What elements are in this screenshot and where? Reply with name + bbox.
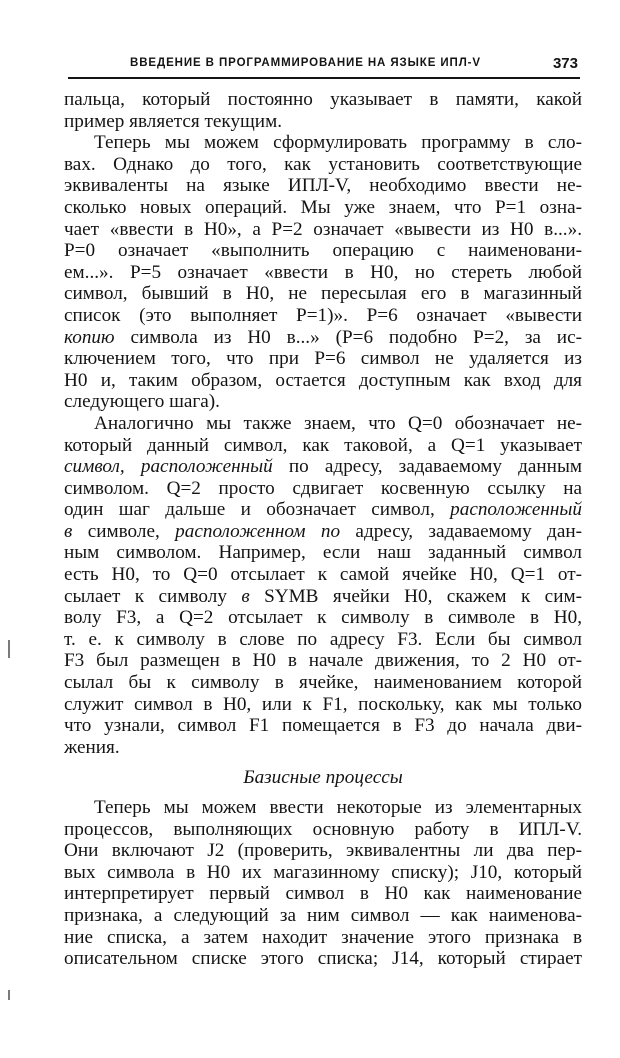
text-line: волу F3, а Q=2 отсылает к символу в символе в H0, xyxy=(64,607,582,629)
text-line: в символе, расположенном по адресу, задаваемому дан- xyxy=(64,520,582,542)
text-line: символ, расположенный по адресу, задаваемому данным xyxy=(64,456,582,478)
text-line: сылает к символу в SYMB ячейки H0, скажем к сим- xyxy=(64,585,582,607)
page-number: 373 xyxy=(552,55,578,72)
scan-edge-mark xyxy=(8,990,10,1000)
text-line: один шаг дальше и обозначает символ, расположенный xyxy=(64,499,582,521)
text-line: жения. xyxy=(64,736,120,758)
emphasis: копию xyxy=(64,326,115,348)
text-line: эквиваленты на языке ИПЛ-V, необходимо ввести не- xyxy=(64,175,582,197)
body-text xyxy=(64,89,582,970)
text-line: Они включают J2 (проверить, эквивалентны ли два пер- xyxy=(64,840,582,862)
emphasis: в xyxy=(64,520,73,542)
text-line: вах. Однако до того, как установить соответствующие xyxy=(64,153,582,175)
text-line: интерпретирует первый символ в H0 как наименование xyxy=(64,883,582,905)
text-line: список (это выполняет P=1)». P=6 означает «вывести xyxy=(64,304,582,326)
text-line: есть H0, то Q=0 отсылает к самой ячейке H0, Q=1 от- xyxy=(64,564,582,586)
emphasis: в xyxy=(241,585,250,607)
text-line: P=0 означает «выполнить операцию с наименовани- xyxy=(64,240,582,262)
text-line: символ, бывший в H0, не пересылая его в магазинный xyxy=(64,283,582,305)
paragraph-3 xyxy=(64,413,582,759)
text-line: вых символа в H0 их магазинному списку); J10, который xyxy=(64,861,582,883)
text-line: символом. Q=2 просто сдвигает косвенную ссылку на xyxy=(64,477,582,499)
emphasis: символ, расположенный xyxy=(64,456,273,478)
text-line: Теперь мы можем сформулировать программу в сло- xyxy=(94,132,582,154)
text-line: признака, а следующий за ним символ — как наименова- xyxy=(64,904,582,926)
paragraph-4 xyxy=(64,797,582,970)
text-line: сколько новых операций. Мы уже знаем, что P=1 озна- xyxy=(64,196,582,218)
running-title: ВВЕДЕНИЕ В ПРОГРАММИРОВАНИЕ НА ЯЗЫКЕ ИПЛ-V xyxy=(130,57,481,69)
text-line: т. е. к символу в слове по адресу F3. Если бы символ xyxy=(64,628,582,650)
text-line: F3 был размещен в H0 в начале движения, то 2 H0 от- xyxy=(64,650,582,672)
text-line: чает «ввести в H0», а P=2 означает «вывести из H0 в...». xyxy=(64,218,582,240)
text-line: ем...». P=5 означает «ввести в H0, но стереть любой xyxy=(64,261,582,283)
emphasis: расположенный xyxy=(450,499,582,521)
text-line: копию символа из H0 в...» (P=6 подобно P=2, за ис- xyxy=(64,326,582,348)
text-line: ние списка, а затем находит значение этого признака в xyxy=(64,926,582,948)
text-line: ключением того, что при P=6 символ не удаляется из xyxy=(64,348,582,370)
text-line: ным символом. Например, если наш заданный символ xyxy=(64,542,582,564)
emphasis: расположенном по xyxy=(175,520,341,542)
text-line: пальца, который постоянно указывает в памяти, какой xyxy=(64,89,582,110)
text-line: который данный символ, как таковой, а Q=1 указывает xyxy=(64,434,582,456)
text-line: служит символ в H0, или к F1, поскольку, как мы только xyxy=(64,693,582,715)
text-line: пример является текущим. xyxy=(64,110,283,132)
text-line: сылал бы к символу в ячейке, наименованием которой xyxy=(64,672,582,694)
text-line: H0 и, таким образом, остается доступным как вход для xyxy=(64,369,582,391)
text-line: Теперь мы можем ввести некоторые из элементарных xyxy=(94,797,582,818)
paragraph-2 xyxy=(64,132,582,413)
text-line: процессов, выполняющих основную работу в ИПЛ-V. xyxy=(64,818,582,840)
page-header xyxy=(68,51,580,79)
scan-edge-mark xyxy=(8,640,10,658)
section-heading: Базисные процессы xyxy=(243,767,403,789)
text-line: Аналогично мы также знаем, что Q=0 обозначает не- xyxy=(94,412,582,434)
paragraph-1 xyxy=(64,89,582,132)
text-line: следующего шага). xyxy=(64,391,220,413)
text-line: описательном списке этого списка; J14, который стирает xyxy=(64,948,582,970)
text-line: что узнали, символ F1 помещается в F3 до начала дви- xyxy=(64,715,582,737)
